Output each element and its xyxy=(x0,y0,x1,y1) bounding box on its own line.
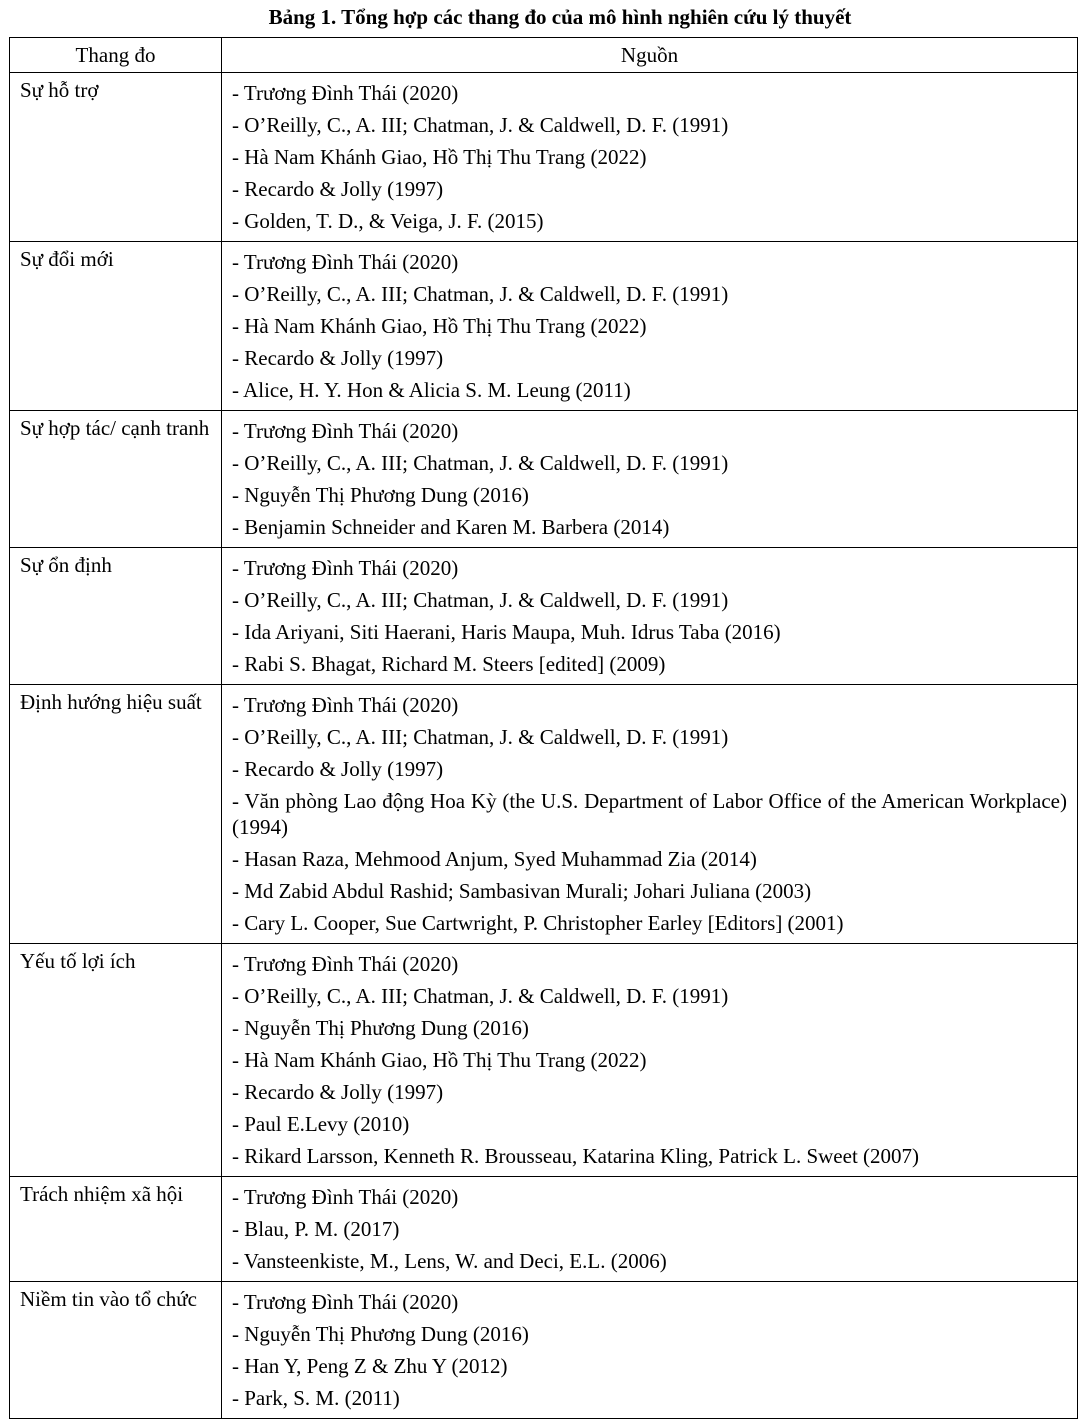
source-item: - O’Reilly, C., A. III; Chatman, J. & Caldwell, D. F. (1991) xyxy=(232,451,729,475)
source-item: - Rabi S. Bhagat, Richard M. Steers [edited] (2009) xyxy=(232,652,666,676)
source-item: - Recardo & Jolly (1997) xyxy=(232,346,444,370)
source-item: - Blau, P. M. (2017) xyxy=(232,1217,400,1241)
source-item: - Recardo & Jolly (1997) xyxy=(232,177,444,201)
source-item: - Trương Đình Thái (2020) xyxy=(232,1290,459,1314)
header-source: Nguồn xyxy=(222,38,1078,73)
sources-cell xyxy=(222,1282,1078,1419)
source-item: - Vansteenkiste, M., Lens, W. and Deci, E.L. (2006) xyxy=(232,1249,667,1273)
header-scale: Thang đo xyxy=(10,38,222,73)
sources-cell xyxy=(222,685,1078,944)
scale-name-cell: Trách nhiệm xã hội xyxy=(10,1177,222,1282)
sources-cell xyxy=(222,944,1078,1177)
source-item: - Trương Đình Thái (2020) xyxy=(232,556,459,580)
source-item: - Nguyễn Thị Phương Dung (2016) xyxy=(232,1016,529,1040)
source-item: - O’Reilly, C., A. III; Chatman, J. & Caldwell, D. F. (1991) xyxy=(232,282,729,306)
table-caption: Bảng 1. Tổng hợp các thang đo của mô hình nghiên cứu lý thuyết xyxy=(268,5,852,29)
source-item: - Nguyễn Thị Phương Dung (2016) xyxy=(232,483,529,507)
source-item: - Md Zabid Abdul Rashid; Sambasivan Murali; Johari Juliana (2003) xyxy=(232,879,812,903)
table-row xyxy=(10,548,1078,685)
scale-name-cell: Sự đổi mới xyxy=(10,242,222,411)
source-item: - Cary L. Cooper, Sue Cartwright, P. Christopher Earley [Editors] (2001) xyxy=(232,911,844,935)
scales-table xyxy=(9,37,1078,1419)
scale-name-cell: Niềm tin vào tổ chức xyxy=(10,1282,222,1419)
source-item: - Alice, H. Y. Hon & Alicia S. M. Leung (2011) xyxy=(232,378,631,402)
source-item: - Paul E.Levy (2010) xyxy=(232,1112,410,1136)
table-body xyxy=(10,73,1078,1419)
source-item: - O’Reilly, C., A. III; Chatman, J. & Caldwell, D. F. (1991) xyxy=(232,588,729,612)
table-header-row xyxy=(10,38,1078,73)
source-item: - Hasan Raza, Mehmood Anjum, Syed Muhammad Zia (2014) xyxy=(232,847,757,871)
source-item: - Golden, T. D., & Veiga, J. F. (2015) xyxy=(232,209,544,233)
source-item: - Văn phòng Lao động Hoa Kỳ (the U.S. Department of Labor Office of the American Workplace) (1994) xyxy=(232,789,1067,839)
source-item: - Trương Đình Thái (2020) xyxy=(232,419,459,443)
sources-cell xyxy=(222,242,1078,411)
sources-cell xyxy=(222,73,1078,242)
table-row xyxy=(10,411,1078,548)
source-item: - Trương Đình Thái (2020) xyxy=(232,1185,459,1209)
source-item: - Han Y, Peng Z & Zhu Y (2012) xyxy=(232,1354,508,1378)
source-item: - Recardo & Jolly (1997) xyxy=(232,1080,444,1104)
source-item: - Recardo & Jolly (1997) xyxy=(232,757,444,781)
source-item: - O’Reilly, C., A. III; Chatman, J. & Caldwell, D. F. (1991) xyxy=(232,725,729,749)
source-item: - Trương Đình Thái (2020) xyxy=(232,81,459,105)
sources-cell xyxy=(222,411,1078,548)
table-row xyxy=(10,242,1078,411)
source-item: - Hà Nam Khánh Giao, Hồ Thị Thu Trang (2022) xyxy=(232,1048,647,1072)
sources-cell xyxy=(222,548,1078,685)
source-item: - O’Reilly, C., A. III; Chatman, J. & Caldwell, D. F. (1991) xyxy=(232,984,729,1008)
source-item: - Rikard Larsson, Kenneth R. Brousseau, Katarina Kling, Patrick L. Sweet (2007) xyxy=(232,1144,920,1168)
scale-name-cell: Định hướng hiệu suất xyxy=(10,685,222,944)
source-item: - Trương Đình Thái (2020) xyxy=(232,952,459,976)
table-row xyxy=(10,73,1078,242)
table-row xyxy=(10,1177,1078,1282)
source-item: - O’Reilly, C., A. III; Chatman, J. & Caldwell, D. F. (1991) xyxy=(232,113,729,137)
source-item: - Benjamin Schneider and Karen M. Barbera (2014) xyxy=(232,515,670,539)
table-row xyxy=(10,944,1078,1177)
source-item: - Hà Nam Khánh Giao, Hồ Thị Thu Trang (2022) xyxy=(232,314,647,338)
table-row xyxy=(10,685,1078,944)
source-item: - Ida Ariyani, Siti Haerani, Haris Maupa, Muh. Idrus Taba (2016) xyxy=(232,620,781,644)
sources-cell xyxy=(222,1177,1078,1282)
source-item: - Trương Đình Thái (2020) xyxy=(232,693,459,717)
scale-name-cell: Sự hỗ trợ xyxy=(10,73,222,242)
source-item: - Park, S. M. (2011) xyxy=(232,1386,400,1410)
table-row xyxy=(10,1282,1078,1419)
scale-name-cell: Yếu tố lợi ích xyxy=(10,944,222,1177)
scale-name-cell: Sự ổn định xyxy=(10,548,222,685)
source-item: - Trương Đình Thái (2020) xyxy=(232,250,459,274)
source-item: - Hà Nam Khánh Giao, Hồ Thị Thu Trang (2022) xyxy=(232,145,647,169)
scale-name-cell: Sự hợp tác/ cạnh tranh xyxy=(10,411,222,548)
source-item: - Nguyễn Thị Phương Dung (2016) xyxy=(232,1322,529,1346)
